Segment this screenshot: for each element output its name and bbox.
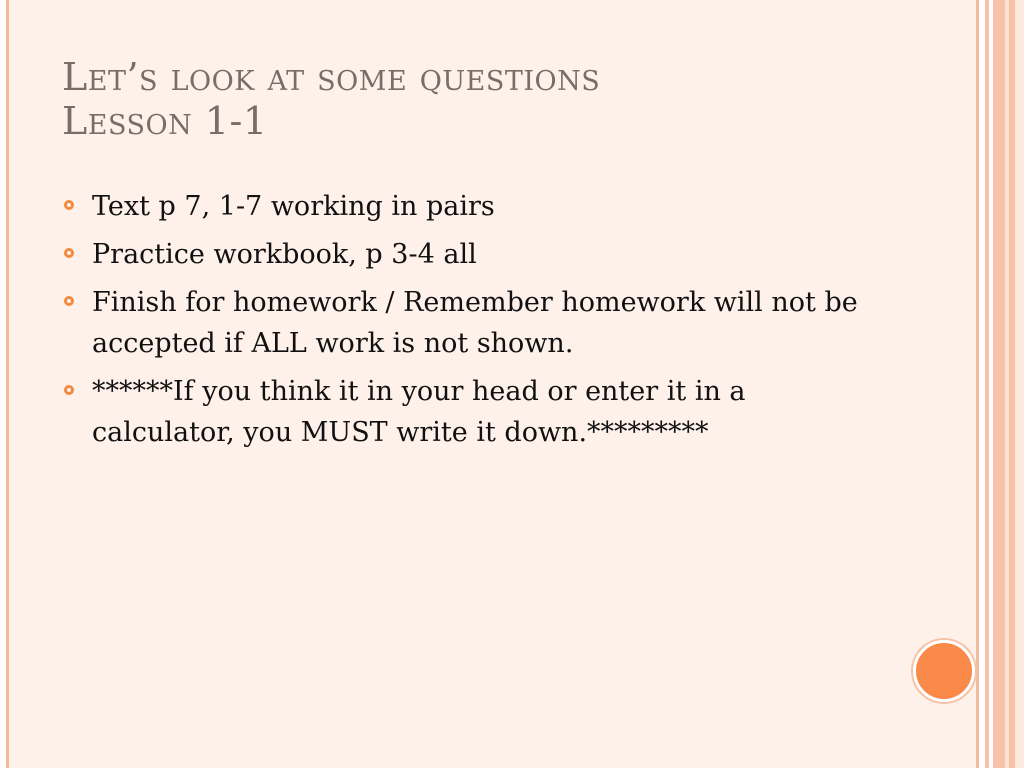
bullet-item xyxy=(62,186,882,227)
title-line-1: Let’s look at some questions xyxy=(62,55,601,99)
bullet-item xyxy=(62,371,882,453)
orange-ring-bullet-icon xyxy=(64,248,74,258)
bullet-text: Practice workbook, p 3-4 all xyxy=(92,239,477,270)
bullet-list xyxy=(62,186,882,460)
bullet-text: ******If you think it in your head or enter it in a calculator, you MUST write it down.********* xyxy=(92,376,746,448)
decor-stripe xyxy=(1015,0,1024,768)
bullet-text: Finish for homework / Remember homework will not be accepted if ALL work is not shown. xyxy=(92,287,858,359)
orange-ring-bullet-icon xyxy=(64,200,74,210)
orange-ring-bullet-icon xyxy=(64,296,74,306)
bullet-item xyxy=(62,234,882,275)
orange-circle-icon xyxy=(913,640,975,702)
orange-ring-bullet-icon xyxy=(64,385,74,395)
bullet-item xyxy=(62,282,882,364)
bullet-text: Text p 7, 1-7 working in pairs xyxy=(92,191,495,222)
slide-title xyxy=(62,55,942,143)
decor-stripe xyxy=(993,0,1005,768)
title-line-2: Lesson 1-1 xyxy=(62,99,268,143)
